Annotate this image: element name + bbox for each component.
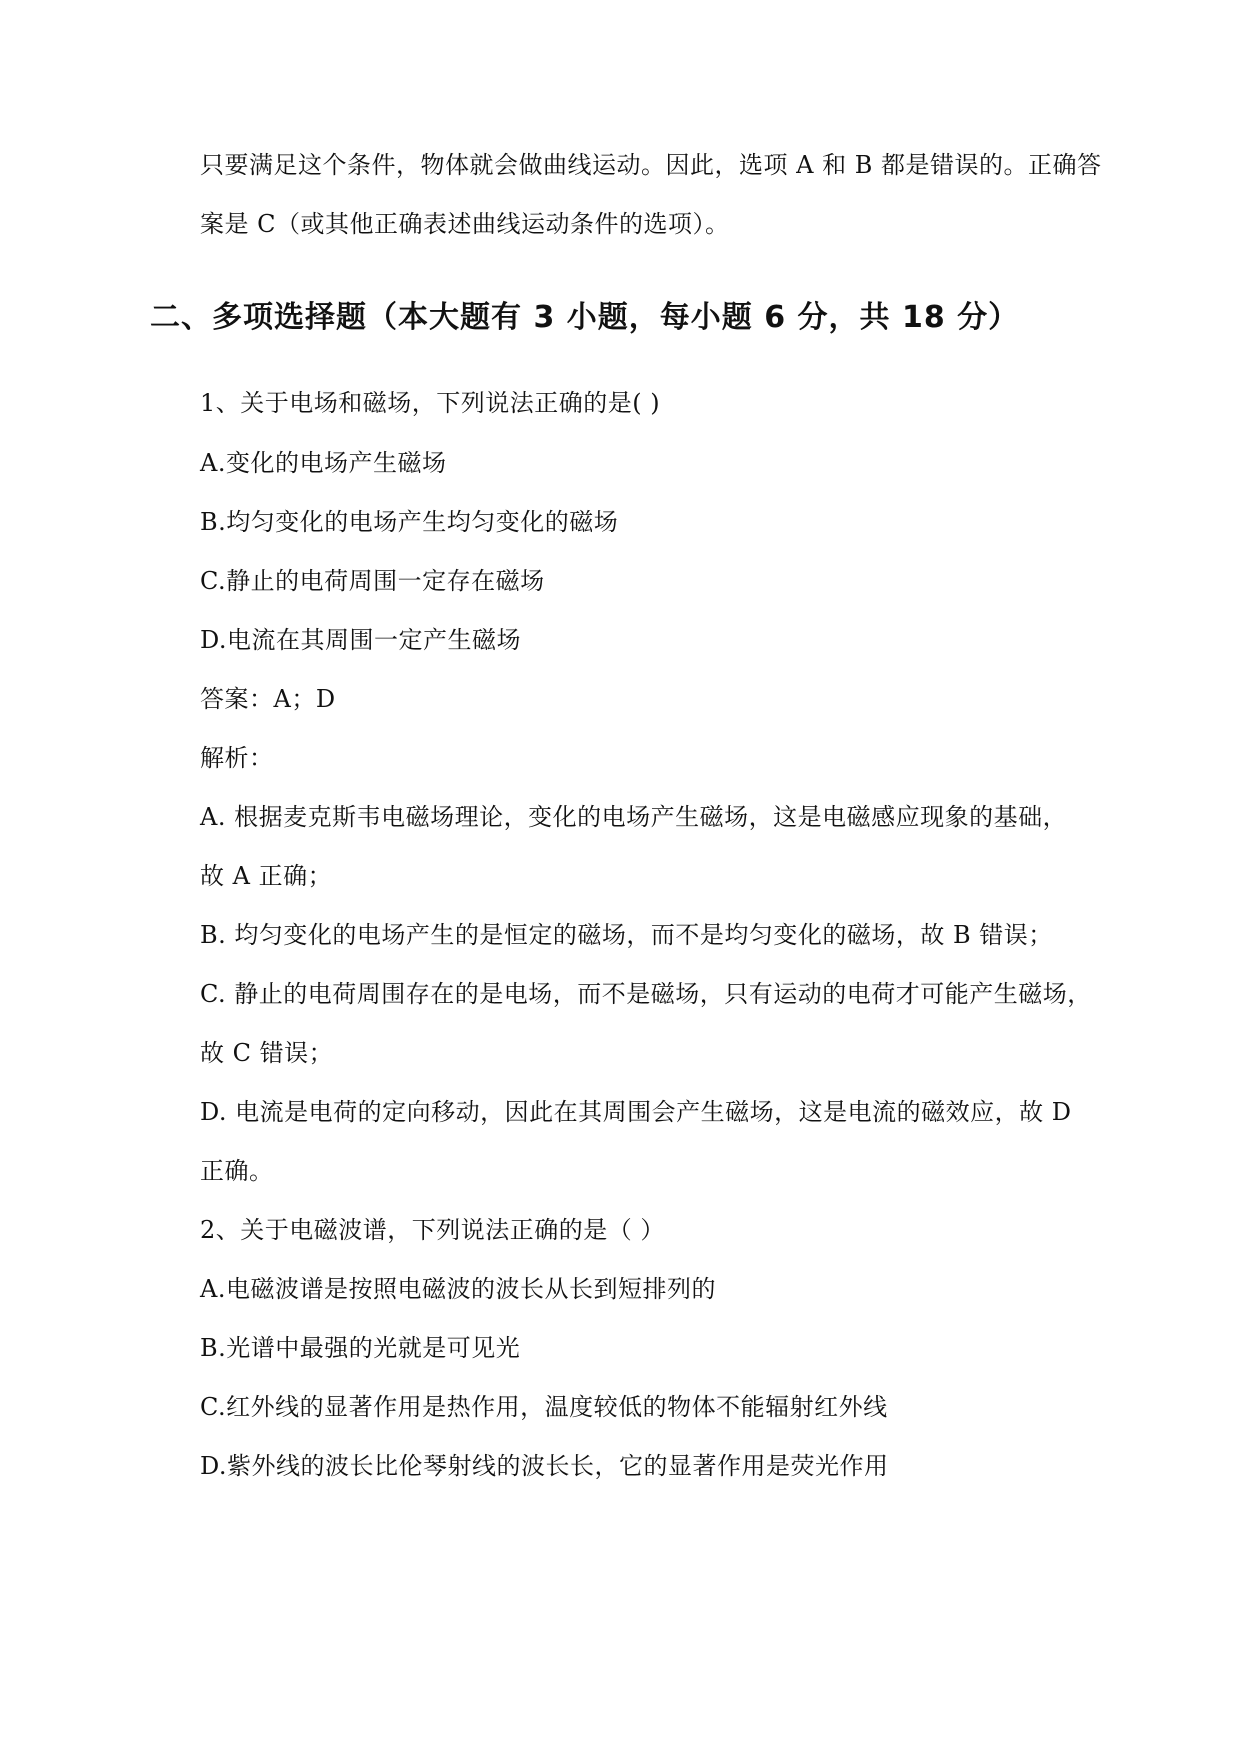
q1-analysis-line: C. 静止的电荷周围存在的是电场，而不是磁场，只有运动的电荷才可能产生磁场， bbox=[200, 980, 1092, 1008]
q1-answer: 答案：A；D bbox=[200, 685, 336, 713]
q1-option-d: D.电流在其周围一定产生磁场 bbox=[200, 626, 522, 654]
carryover-line-1: 只要满足这个条件，物体就会做曲线运动。因此，选项 A 和 B 都是错误的。正确答 bbox=[200, 151, 1102, 179]
q2-option-c: C.红外线的显著作用是热作用，温度较低的物体不能辐射红外线 bbox=[200, 1393, 888, 1421]
q1-analysis-line: 故 C 错误； bbox=[200, 1039, 334, 1067]
q1-option-c: C.静止的电荷周围一定存在磁场 bbox=[200, 567, 545, 595]
q1-analysis-line: 正确。 bbox=[200, 1157, 274, 1185]
q2-option-b: B.光谱中最强的光就是可见光 bbox=[200, 1334, 521, 1362]
q1-analysis-line: D. 电流是电荷的定向移动，因此在其周围会产生磁场，这是电流的磁效应，故 D bbox=[200, 1098, 1072, 1126]
q1-analysis-line: A. 根据麦克斯韦电磁场理论，变化的电场产生磁场，这是电磁感应现象的基础， bbox=[200, 803, 1068, 831]
q1-stem: 1、关于电场和磁场，下列说法正确的是( ) bbox=[200, 389, 661, 417]
q2-option-d: D.紫外线的波长比伦琴射线的波长长，它的显著作用是荧光作用 bbox=[200, 1452, 889, 1480]
q1-analysis-line: B. 均匀变化的电场产生的是恒定的磁场，而不是均匀变化的磁场，故 B 错误； bbox=[200, 921, 1053, 949]
q1-option-a: A.变化的电场产生磁场 bbox=[200, 449, 447, 477]
q1-analysis-label: 解析： bbox=[200, 744, 274, 772]
q1-option-b: B.均匀变化的电场产生均匀变化的磁场 bbox=[200, 508, 619, 536]
section-heading: 二、多项选择题（本大题有 3 小题，每小题 6 分，共 18 分） bbox=[150, 300, 1020, 335]
q1-analysis-line: 故 A 正确； bbox=[200, 862, 333, 890]
q2-stem: 2、关于电磁波谱，下列说法正确的是（ ） bbox=[200, 1216, 665, 1244]
carryover-line-2: 案是 C（或其他正确表述曲线运动条件的选项）。 bbox=[200, 210, 730, 238]
q2-option-a: A.电磁波谱是按照电磁波的波长从长到短排列的 bbox=[200, 1275, 716, 1303]
